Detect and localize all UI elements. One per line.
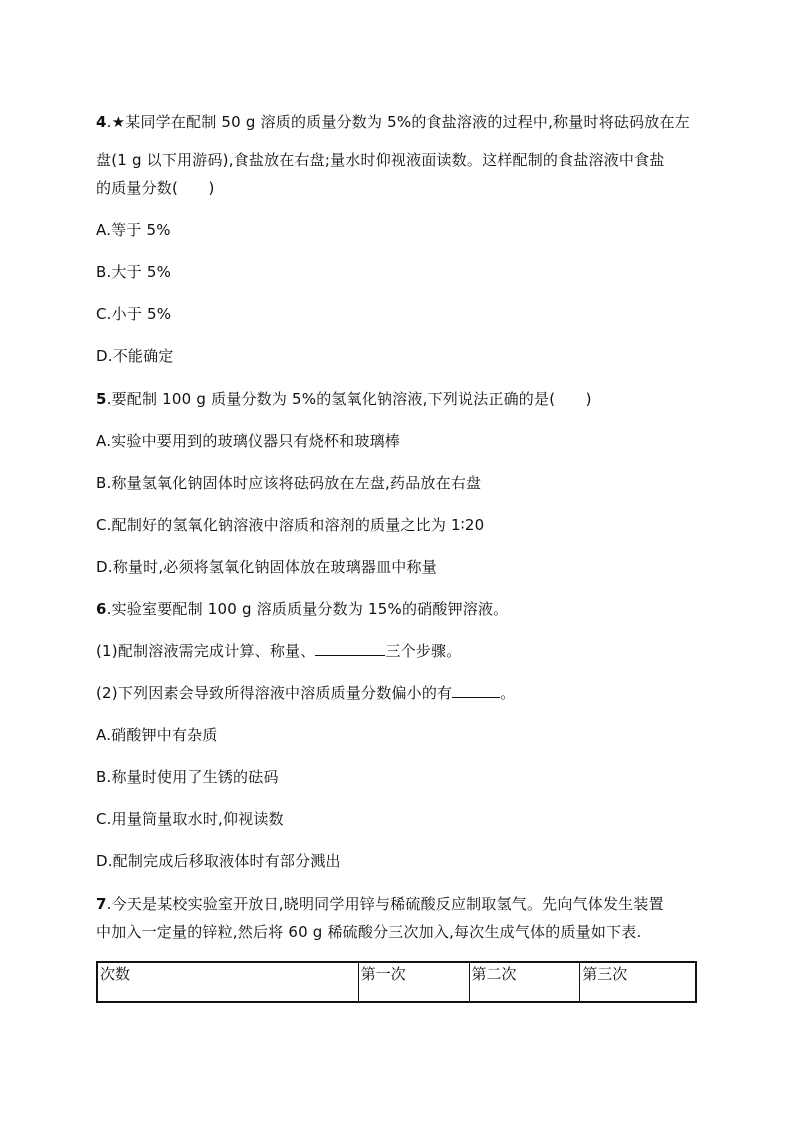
q6-option-a: A.硝酸钾中有杂质: [96, 726, 218, 744]
q4-line-2: 盘(1 g 以下用游码),食盐放在右盘;量水时仰视液面读数。这样配制的食盐溶液中食盐: [96, 151, 665, 169]
q4-text-1: .★某同学在配制 50 g 溶质的质量分数为 5%的食盐溶液的过程中,称量时将砝码放在左: [106, 113, 690, 131]
q6-part-1-blank: [315, 641, 385, 656]
q6-option-c: C.用量筒量取水时,仰视读数: [96, 810, 284, 828]
q4-option-b: B.大于 5%: [96, 263, 172, 281]
q6-part-2-before: (2)下列因素会导致所得溶液中溶质质量分数偏小的有: [96, 684, 453, 702]
q4-number: 4: [96, 113, 107, 131]
q4-line-1: [96, 112, 690, 132]
q6-part-1-after: 三个步骤。: [385, 642, 462, 660]
q6-part-2-after: 。: [500, 684, 516, 702]
results-table: [96, 961, 697, 1003]
q6-option-b: B.称量时使用了生锈的砝码: [96, 768, 279, 786]
q5-option-a: A.实验中要用到的玻璃仪器只有烧杯和玻璃棒: [96, 432, 400, 450]
q6-number: 6: [96, 600, 107, 618]
q4-option-d: D.不能确定: [96, 347, 174, 365]
table-header-cell: 次数: [97, 962, 358, 1002]
q6-part-1-before: (1)配制溶液需完成计算、称量、: [96, 642, 316, 660]
q6-part-2: [96, 683, 515, 703]
q4-line-3: 的质量分数( ): [96, 179, 215, 197]
table-header-cell: 第三次: [580, 962, 696, 1002]
q7-text-1: .今天是某校实验室开放日,晓明同学用锌与稀硫酸反应制取氢气。先向气体发生装置: [106, 895, 664, 913]
table-header-cell: 第一次: [358, 962, 469, 1002]
q7-number: 7: [96, 895, 107, 913]
q5-stem: [96, 389, 592, 409]
q6-stem-text: .实验室要配制 100 g 溶质质量分数为 15%的硝酸钾溶液。: [106, 600, 509, 618]
table-header-row: [97, 962, 696, 1002]
q6-stem: [96, 599, 508, 619]
q5-stem-text: .要配制 100 g 质量分数为 5%的氢氧化钠溶液,下列说法正确的是( ): [106, 390, 592, 408]
q6-part-2-blank: [452, 683, 500, 698]
q4-option-c: C.小于 5%: [96, 305, 172, 323]
table-header-cell: 第二次: [469, 962, 580, 1002]
q6-option-d: D.配制完成后移取液体时有部分溅出: [96, 852, 341, 870]
q5-number: 5: [96, 390, 107, 408]
q4-option-a: A.等于 5%: [96, 221, 171, 239]
q5-option-d: D.称量时,必须将氢氧化钠固体放在玻璃器皿中称量: [96, 558, 437, 576]
q5-option-c: C.配制好的氢氧化钠溶液中溶质和溶剂的质量之比为 1∶20: [96, 516, 485, 534]
q7-line-1: [96, 894, 664, 914]
q5-option-b: B.称量氢氧化钠固体时应该将砝码放在左盘,药品放在右盘: [96, 474, 482, 492]
q6-part-1: [96, 641, 461, 661]
q7-line-2: 中加入一定量的锌粒,然后将 60 g 稀硫酸分三次加入,每次生成气体的质量如下表.: [96, 923, 642, 941]
